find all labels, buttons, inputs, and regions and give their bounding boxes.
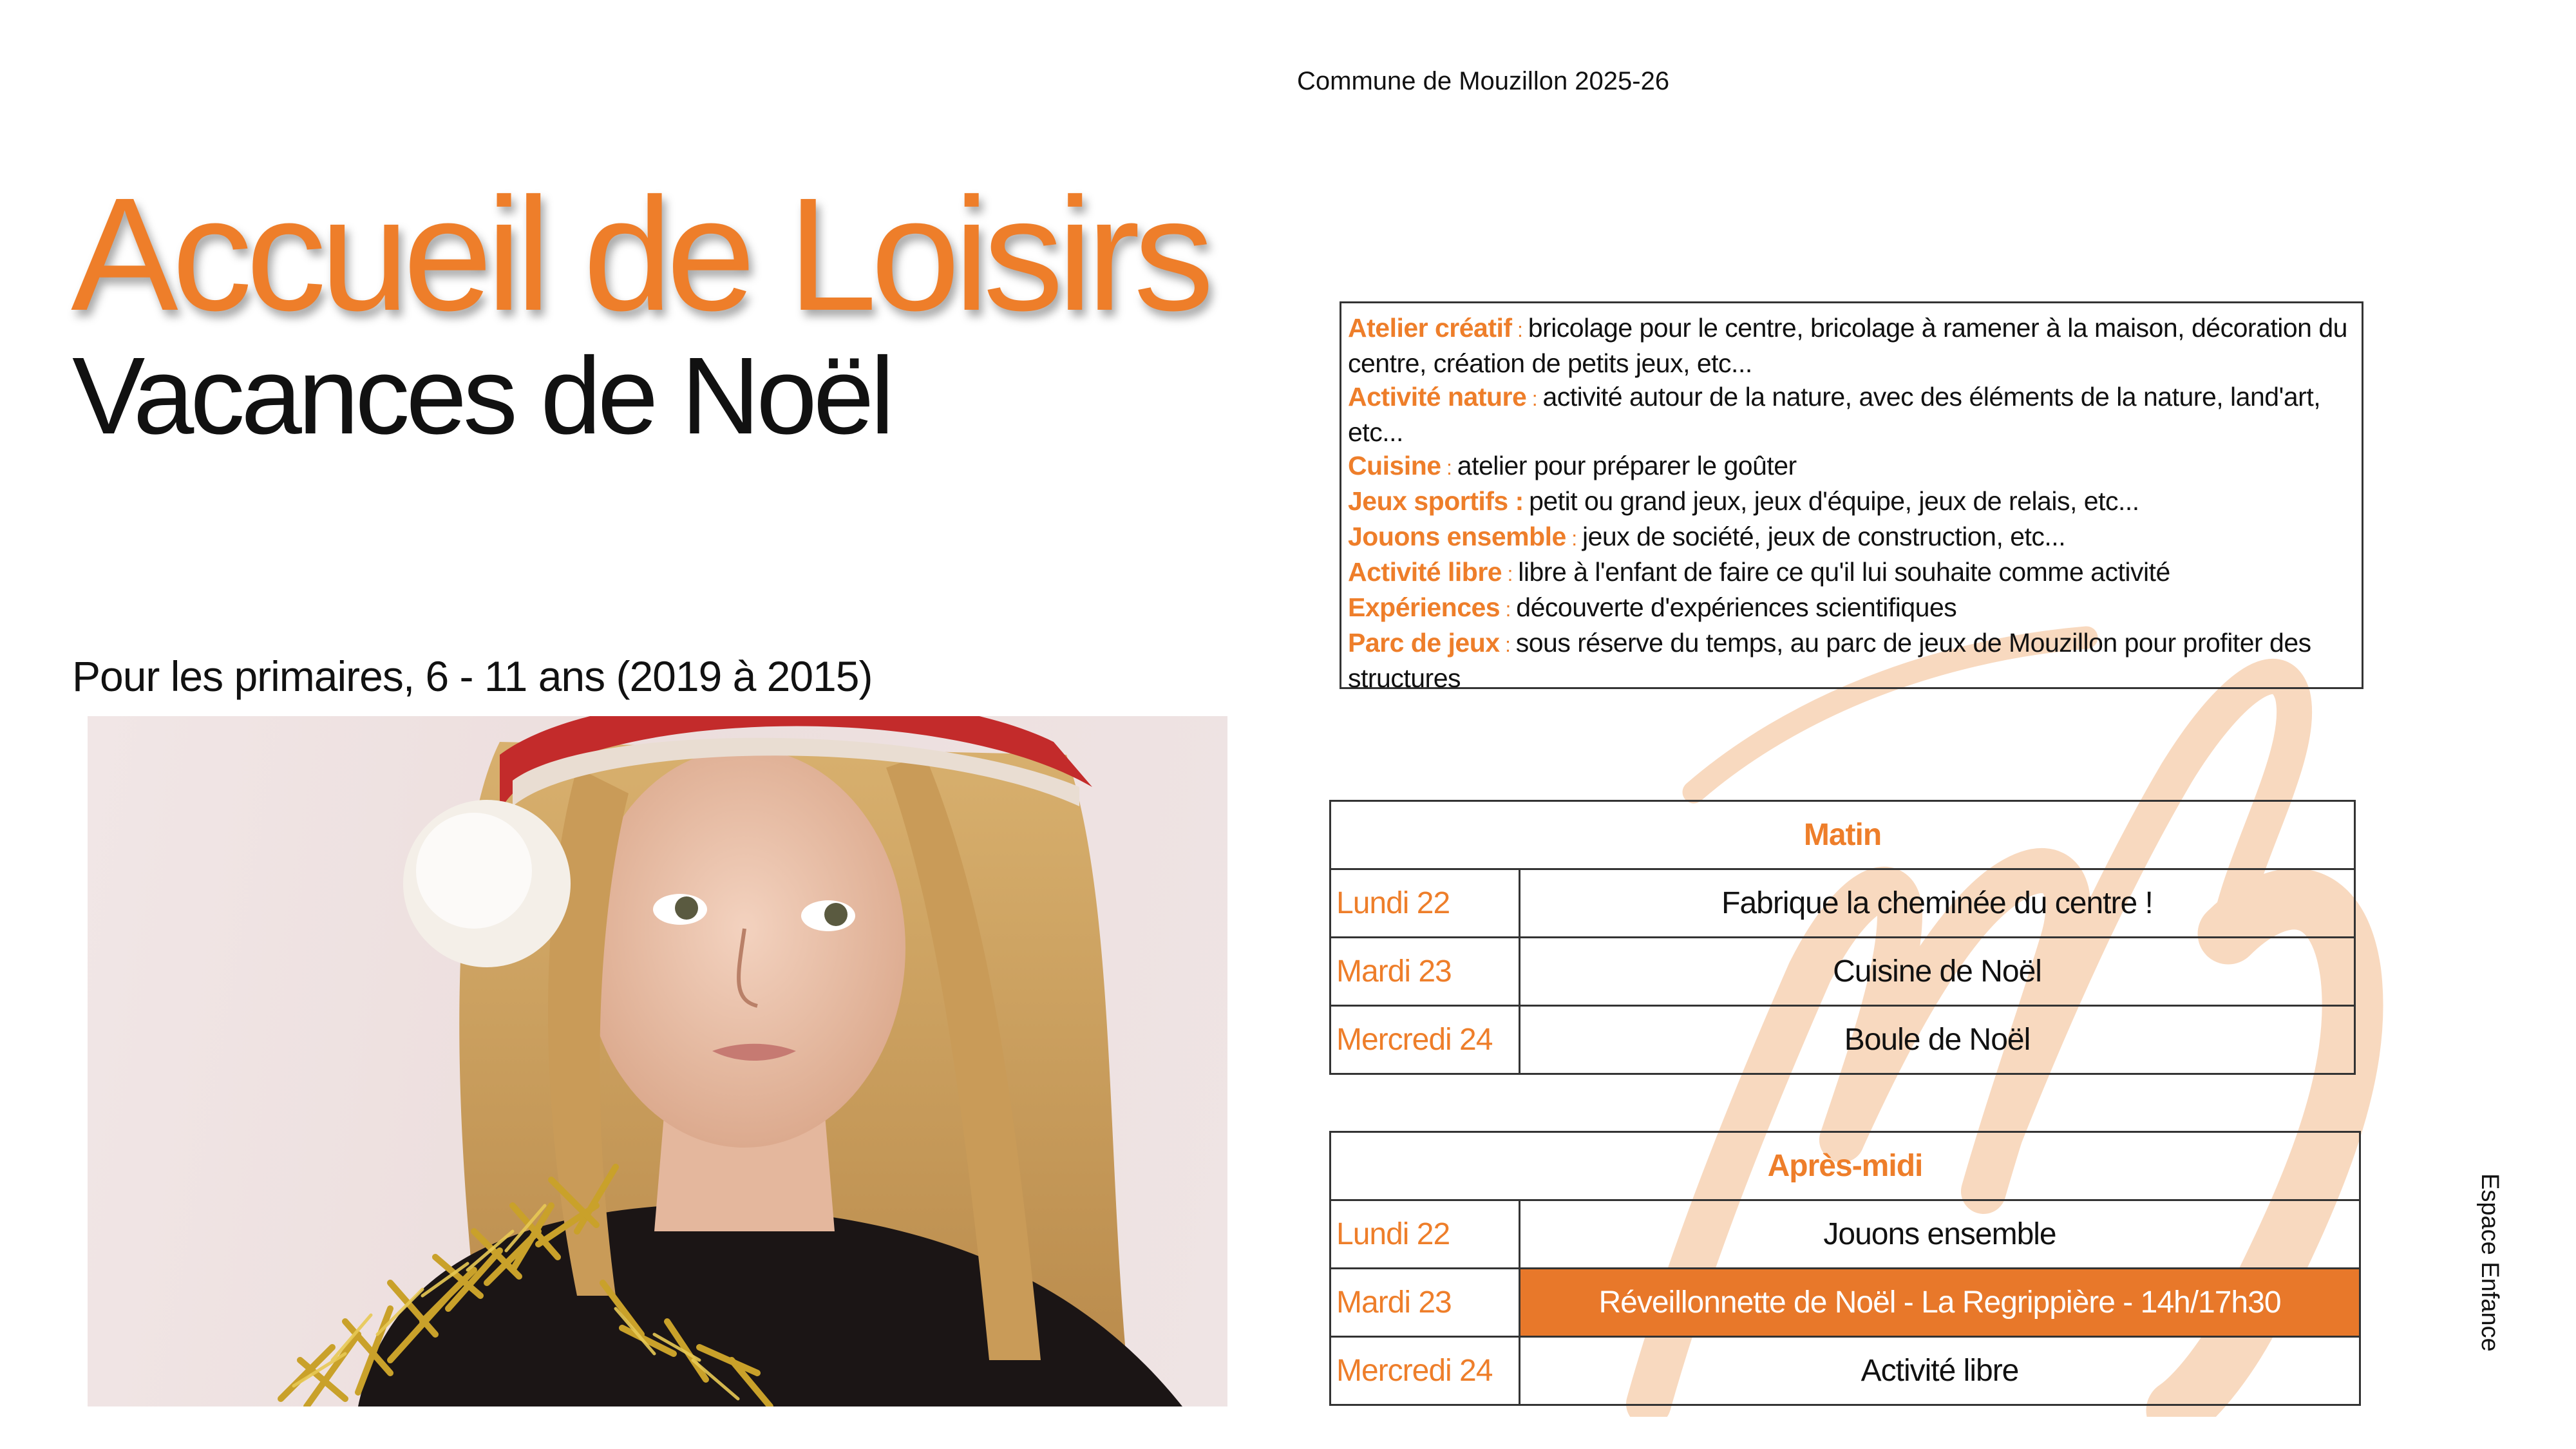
audience-text: Pour les primaires, 6 - 11 ans (2019 à 2015) [72,652,873,700]
day-cell: Mardi 23 [1331,938,1520,1006]
day-cell: Lundi 22 [1331,869,1520,938]
table-header-row [1331,1132,2360,1200]
table-row [1331,1337,2360,1405]
page-title: Accueil de Loisirs [71,164,1208,344]
legend-item: Expériences : découverte d'expériences scientifiques [1348,592,1957,622]
table-header-row [1331,801,2355,869]
espace-enfance-label: Espace Enfance [2476,1173,2503,1352]
legend-item: Atelier créatif : bricolage pour le centre, bricolage à ramener à la maison, décoration du centre, création de petits jeux, etc... [1348,313,2347,378]
page-subtitle: Vacances de Noël [72,335,891,457]
day-cell: Lundi 22 [1331,1200,1520,1269]
legend-item: Activité nature : activité autour de la nature, avec des éléments de la nature, land'art, etc... [1348,382,2321,447]
legend-item: Jeux sportifs : petit ou grand jeux, jeux d'équipe, jeux de relais, etc... [1348,486,2139,516]
morning-schedule-table [1329,800,2356,1075]
legend-item: Activité libre : libre à l'enfant de faire ce qu'il lui souhaite comme activité [1348,557,2170,587]
table-row [1331,1269,2360,1337]
activity-cell: Cuisine de Noël [1520,938,2355,1006]
activity-cell: Activité libre [1520,1337,2360,1405]
table-row [1331,1200,2360,1269]
legend-item: Jouons ensemble : jeux de société, jeux de construction, etc... [1348,522,2066,551]
day-cell: Mardi 23 [1331,1269,1520,1337]
activity-cell: Fabrique la cheminée du centre ! [1520,869,2355,938]
child-photo [88,716,1227,1406]
day-cell: Mercredi 24 [1331,1006,1520,1074]
table-row [1331,1006,2355,1074]
legend-item: Parc de jeux : sous réserve du temps, au parc de jeux de Mouzillon pour profiter des structures [1348,628,2311,693]
morning-header: Matin [1331,801,2355,869]
table-row [1331,938,2355,1006]
activity-legend [1340,301,2363,693]
afternoon-schedule-table [1329,1131,2361,1406]
legend-item: Cuisine : atelier pour préparer le goûter [1348,451,1797,480]
day-cell: Mercredi 24 [1331,1337,1520,1405]
activity-cell: Boule de Noël [1520,1006,2355,1074]
activity-cell: Jouons ensemble [1520,1200,2360,1269]
table-row [1331,869,2355,938]
commune-header: Commune de Mouzillon 2025-26 [1297,67,1670,95]
highlighted-activity-cell: Réveillonnette de Noël - La Regrippière - 14h/17h30 [1520,1269,2360,1337]
afternoon-header: Après-midi [1331,1132,2360,1200]
